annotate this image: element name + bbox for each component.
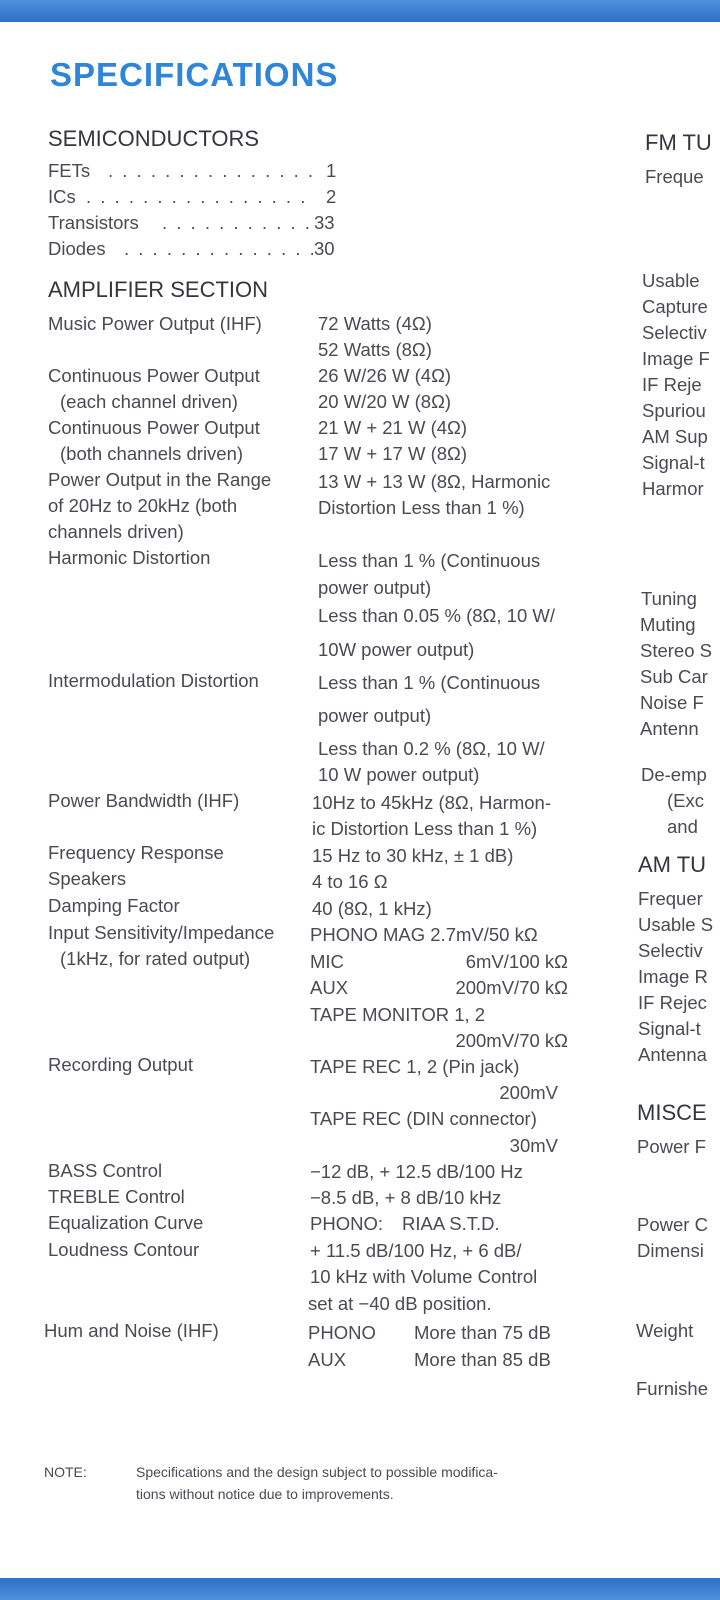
fm-label: Signal-t — [642, 452, 705, 473]
spec-value: MIC — [310, 951, 344, 972]
spec-value: TAPE REC 1, 2 (Pin jack) — [310, 1056, 520, 1077]
fm-label: Selectiv — [642, 322, 707, 343]
fm-label: Muting — [640, 614, 696, 635]
spec-value: + 11.5 dB/100 Hz, + 6 dB/ — [310, 1240, 522, 1261]
am-label: Selectiv — [638, 940, 703, 961]
spec-label: (both channels driven) — [60, 443, 244, 464]
spec-value: 21 W + 21 W (4Ω) — [318, 417, 468, 438]
spec-label: Power Output in the Range — [48, 469, 272, 490]
fm-label: Sub Car — [640, 666, 708, 687]
spec-value: ic Distortion Less than 1 %) — [312, 818, 538, 839]
spec-value: set at −40 dB position. — [308, 1293, 492, 1314]
spec-value: −8.5 dB, + 8 dB/10 kHz — [310, 1187, 502, 1208]
fm-label: Capture — [642, 296, 708, 317]
spec-label: Damping Factor — [48, 895, 180, 916]
fm-label: Noise F — [640, 692, 704, 713]
leader-dots: . . . . . . . . . . . . . . . — [108, 160, 316, 181]
misc-label: Dimensi — [637, 1240, 704, 1261]
note-text: Specifications and the design subject to possible modifica- — [136, 1464, 498, 1480]
spec-value: 30mV — [509, 1135, 558, 1156]
leader-dots: . . . . . . . . . . . . . . — [124, 238, 317, 259]
spec-value: PHONO — [308, 1322, 376, 1343]
leader-dots: . . . . . . . . . . . . . . . . — [86, 186, 308, 207]
spec-value: power output) — [318, 577, 432, 598]
fm-label: Usable — [642, 270, 700, 291]
fm-label: Freque — [645, 166, 704, 187]
am-tuner-heading: AM TU — [638, 852, 707, 877]
spec-value: More than 85 dB — [414, 1349, 551, 1370]
spec-value: PHONO MAG 2.7mV/50 kΩ — [310, 924, 538, 945]
fm-label: Stereo S — [640, 640, 712, 661]
spec-value: 10Hz to 45kHz (8Ω, Harmon- — [312, 792, 551, 813]
am-label: Frequer — [638, 888, 703, 909]
fm-tuner-heading: FM TU — [645, 130, 712, 155]
miscellaneous-heading: MISCE — [637, 1100, 707, 1125]
misc-label: Weight — [636, 1320, 694, 1341]
spec-label: Frequency Response — [48, 842, 224, 863]
spec-value: 26 W/26 W (4Ω) — [318, 365, 452, 386]
spec-label: TREBLE Control — [48, 1186, 185, 1207]
spec-label: (each channel driven) — [60, 391, 238, 412]
spec-value: 17 W + 17 W (8Ω) — [318, 443, 468, 464]
spec-value: Less than 0.2 % (8Ω, 10 W/ — [318, 738, 545, 759]
bottom-color-band — [0, 1578, 720, 1600]
spec-label: of 20Hz to 20kHz (both — [48, 495, 238, 516]
misc-label: Power F — [637, 1136, 706, 1157]
fm-label: IF Reje — [642, 374, 702, 395]
spec-label: Harmonic Distortion — [48, 547, 211, 568]
spec-value: 200mV/70 kΩ — [455, 1030, 568, 1051]
semiconductors-heading: SEMICONDUCTORS — [48, 126, 260, 151]
fm-label: Spuriou — [642, 400, 706, 421]
spec-value: PHONO: — [310, 1213, 383, 1234]
fm-label: Antenn — [640, 718, 699, 739]
spec-value: 6mV/100 kΩ — [465, 951, 568, 972]
spec-value: Less than 1 % (Continuous — [318, 550, 541, 571]
spec-value: 13 W + 13 W (8Ω, Harmonic — [318, 471, 551, 492]
semiconductor-count: 30 — [314, 238, 335, 259]
top-color-band — [0, 0, 720, 22]
spec-value: RIAA S.T.D. — [402, 1213, 500, 1234]
fm-label: De-emp — [641, 764, 707, 785]
semiconductor-label: Diodes — [48, 238, 106, 259]
am-label: Signal-t — [638, 1018, 701, 1039]
semiconductor-label: FETs — [48, 160, 91, 181]
spec-value: 20 W/20 W (8Ω) — [318, 391, 452, 412]
spec-value: 200mV/70 kΩ — [455, 977, 568, 998]
am-label: Antenna — [638, 1044, 707, 1065]
spec-value: 15 Hz to 30 kHz, ± 1 dB) — [312, 845, 514, 866]
spec-label: Intermodulation Distortion — [48, 670, 259, 691]
misc-label: Furnishe — [636, 1378, 708, 1399]
spec-value: 40 (8Ω, 1 kHz) — [312, 898, 432, 919]
am-label: IF Rejec — [638, 992, 707, 1013]
spec-label: Power Bandwidth (IHF) — [48, 790, 240, 811]
misc-label: Power C — [637, 1214, 708, 1235]
spec-label: Recording Output — [48, 1054, 194, 1075]
spec-value: 4 to 16 Ω — [312, 871, 388, 892]
amplifier-heading: AMPLIFIER SECTION — [48, 277, 269, 302]
semiconductor-count: 2 — [326, 186, 337, 207]
semiconductor-label: ICs — [48, 186, 76, 207]
spec-value: Less than 0.05 % (8Ω, 10 W/ — [318, 605, 555, 626]
leader-dots: . . . . . . . . . . . — [162, 212, 312, 233]
spec-value: AUX — [310, 977, 349, 998]
spec-value: AUX — [308, 1349, 347, 1370]
page-title: SPECIFICATIONS — [50, 56, 339, 93]
note-text: tions without notice due to improvements. — [136, 1486, 394, 1502]
am-label: Image R — [638, 966, 708, 987]
spec-label: Input Sensitivity/Impedance — [48, 922, 275, 943]
spec-value: −12 dB, + 12.5 dB/100 Hz — [310, 1161, 523, 1182]
spec-label: channels driven) — [48, 521, 184, 542]
fm-label: Harmor — [642, 478, 704, 499]
spec-value: 10W power output) — [318, 639, 475, 660]
am-label: Usable S — [638, 914, 714, 935]
spec-label: Continuous Power Output — [48, 365, 260, 386]
fm-label: (Exc — [667, 790, 704, 811]
spec-label: Continuous Power Output — [48, 417, 260, 438]
spec-label: Loudness Contour — [48, 1239, 200, 1260]
fm-label: Image F — [642, 348, 710, 369]
spec-label: (1kHz, for rated output) — [60, 948, 251, 969]
note-label: NOTE: — [44, 1464, 87, 1480]
fm-label: Tuning — [641, 588, 697, 609]
spec-value: 10 W power output) — [318, 764, 480, 785]
fm-label: and — [667, 816, 698, 837]
semiconductor-label: Transistors — [48, 212, 139, 233]
spec-label: Hum and Noise (IHF) — [44, 1320, 219, 1341]
spec-label: BASS Control — [48, 1160, 163, 1181]
spec-value: 52 Watts (8Ω) — [318, 339, 432, 360]
spec-label: Equalization Curve — [48, 1212, 204, 1233]
semiconductor-count: 33 — [314, 212, 335, 233]
spec-value: TAPE REC (DIN connector) — [310, 1108, 537, 1129]
spec-label: Speakers — [48, 868, 127, 889]
spec-value: 200mV — [499, 1082, 558, 1103]
semiconductor-count: 1 — [326, 160, 337, 181]
spec-value: 10 kHz with Volume Control — [310, 1266, 538, 1287]
spec-value: Less than 1 % (Continuous — [318, 672, 541, 693]
spec-value: More than 75 dB — [414, 1322, 551, 1343]
spec-value: Distortion Less than 1 %) — [318, 497, 525, 518]
spec-value: power output) — [318, 705, 432, 726]
spec-label: Music Power Output (IHF) — [48, 313, 262, 334]
fm-label: AM Sup — [642, 426, 708, 447]
spec-value: 72 Watts (4Ω) — [318, 313, 432, 334]
spec-value: TAPE MONITOR 1, 2 — [310, 1004, 486, 1025]
